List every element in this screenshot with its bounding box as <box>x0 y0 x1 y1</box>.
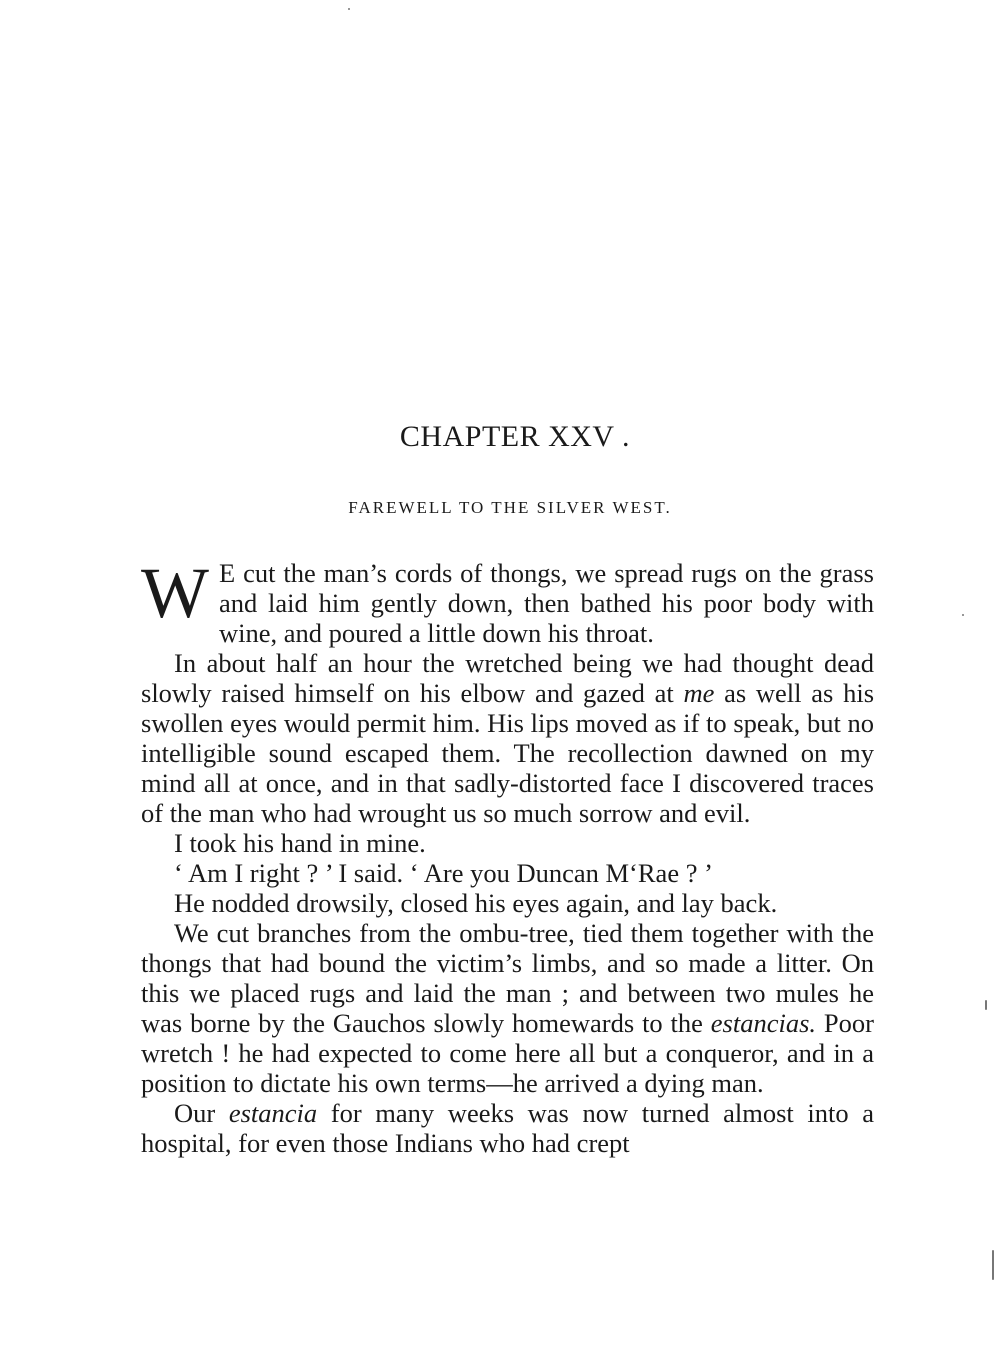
paragraph-2-italic: me <box>683 678 715 708</box>
paragraph-7-italic: estancia <box>228 1098 318 1128</box>
chapter-subtitle: FAREWELL TO THE SILVER WEST. <box>348 498 672 517</box>
scan-speck <box>985 1000 987 1010</box>
paragraph-6-italic: estancias. <box>710 1008 817 1038</box>
paragraph-3: I took his hand in mine. <box>174 828 426 858</box>
scan-speck <box>992 1250 994 1280</box>
paragraph-6 <box>141 918 874 1098</box>
paragraph-1 <box>141 553 874 648</box>
paragraph-7-text-b: for many weeks was now turned almost into a hospital, for even those Indians who had crept <box>141 1098 874 1158</box>
chapter-title: CHAPTER XXV . <box>399 420 631 453</box>
paragraph-1-text: E cut the man’s cords of thongs, we spread rugs on the grass and laid him gently down, then bathed his poor body with wine, and poured a little down his throat. <box>218 558 874 648</box>
paragraph-5: He nodded drowsily, closed his eyes again, and lay back. <box>174 888 778 918</box>
body-text <box>141 553 875 1158</box>
scan-speck <box>348 8 350 10</box>
paragraph-6-text-b: Poor wretch ! he had expected to come here all but a conqueror, and in a position to dictate his own terms—he arrived a dying man. <box>141 1008 874 1098</box>
paragraph-2-text-b: as well as his swollen eyes would permit him. His lips moved as if to speak, but no intelligible sound escaped them. The recollection dawned on my mind all at once, and in that sadly-distorted face I discovered traces of the man who had wrought us so much sorrow and evil. <box>141 678 875 828</box>
paragraph-6-text-a: We cut branches from the ombu-tree, tied them together with the thongs that had bound the victim’s limbs, and so made a litter. On this we placed rugs and laid the man ; and between two mules he was borne by the Gauchos slowly homewards to the <box>141 918 874 1038</box>
scan-speck <box>962 614 964 616</box>
drop-cap: W <box>141 553 209 633</box>
paragraph-7-text-a: Our <box>174 1098 229 1128</box>
paragraph-2-text-a: In about half an hour the wretched being we had thought dead slowly raised himself on his elbow and gazed at <box>141 648 874 708</box>
paragraph-4: ‘ Am I right ? ’ I said. ‘ Are you Duncan M‘Rae ? ’ <box>174 858 713 888</box>
paragraph-7 <box>141 1098 874 1158</box>
paragraph-2 <box>141 648 874 828</box>
